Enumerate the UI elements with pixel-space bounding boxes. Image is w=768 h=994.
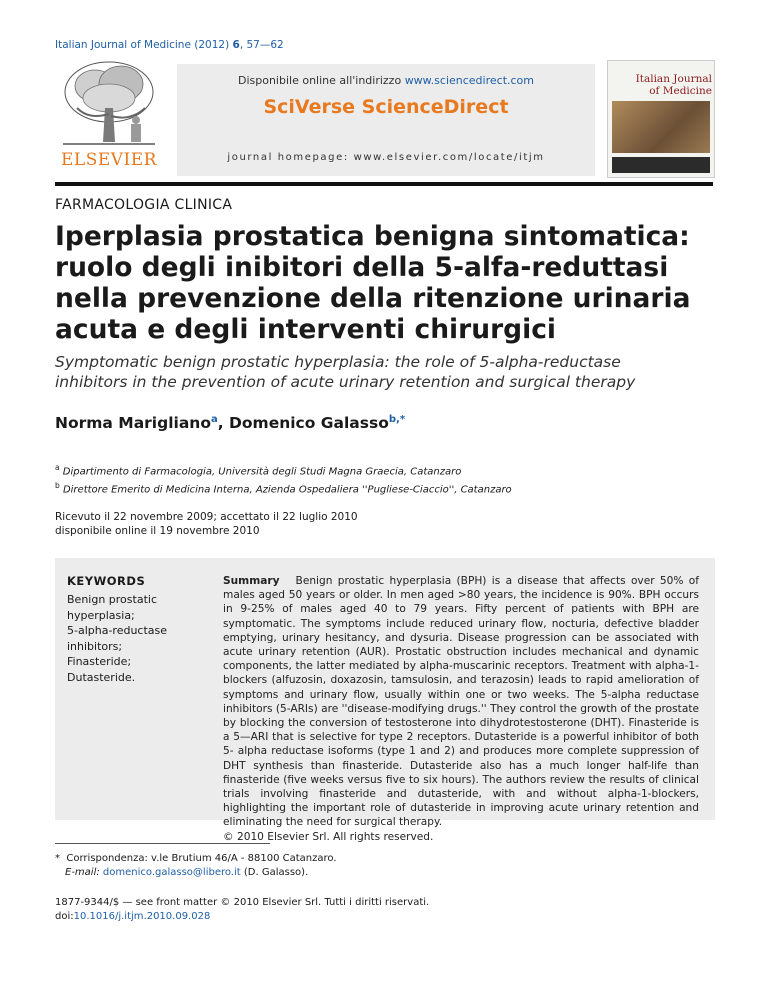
cover-painting [612,101,710,153]
keyword-item: Finasteride; [67,655,132,668]
title-line: Iperplasia prostatica benigna sintomatica: [55,221,690,252]
email-link[interactable]: domenico.galasso@libero.it [102,867,241,878]
author-name: Norma Marigliano [55,414,211,433]
doi-prefix: doi: [55,911,74,922]
sciencedirect-banner [177,64,595,176]
author-list: Norma Marigliano$^a$, Domenico Galasso$^{b,*}$ [55,414,406,433]
affiliation-item: $^b$ Direttore Emerito di Medicina Interna, Azienda Ospedaliera ''Pugliese-Ciaccio'', Catanzaro [55,481,512,496]
keyword-item: Dutasteride. [67,670,136,684]
header-rule [55,182,713,186]
english-title [55,352,715,392]
journal-reference [55,39,284,51]
elsevier-tree-logo [55,58,163,176]
received-date: Ricevuto il 22 novembre 2009; accettato il 22 luglio 2010 [55,511,358,523]
cover-title: Italian Journal of Medicine [635,73,712,97]
issn-block [55,896,429,924]
affiliation-mark[interactable]: a [210,414,218,425]
summary-body: Benign prostatic hyperplasia (BPH) is a disease that affects over 50% of males aged 50 years or older. In men aged >80 years, the incidence is 90%. BPH occurs in 9-25% of males aged 40 to 79 years. Fifty percent of patients with BPH are symptomatic. The symptoms include reduced urinary flow, nocturia, defective bladder emptying, urinary hesitancy, and dysuria. Disease progression can be associated with acute urinary retention (AUR). Prostatic obstruction includes mechanical and dynamic components, the latter mediated by alpha-muscarinic receptors. Treatment with alpha-1-blockers (alfuzosin, doxazosin, tamsulosin, and terazosin) leads to rapid amelioration of symptoms and urinary flow, usually within one or two weeks. The 5-alpha reductase inhibitors (5-ARIs) are ''disease-modifying drugs.'' They control the growth of the prostate by blocking the conversion of testosterone into dihydrotestosterone (DHT). Finasteride is a 5—ARI that is selective for type 2 receptors. Dutasteride is a powerful inhibitor of both 5- alpha reductase isoforms (type 1 and 2) and produces more complete suppression of DHT synthesis than finasteride. Dutasteride also has a much longer half-life than finasteride (five weeks versus five to six hours). The authors review the results of clinical trials involving finasteride and dutasteride, with and without alpha-1-blockers, highlighting the important role of dutasteride in improving acute urinary retention and eliminating the need for surgical therapy. [223,575,700,829]
footnote-rule [55,843,270,844]
keywords-heading: KEYWORDS [67,574,146,588]
email-label: E-mail: [65,867,103,878]
journal-volume: 6 [232,39,240,51]
tree-icon [55,58,163,150]
cover-footer-strip [612,157,710,173]
subtitle-line: inhibitors in the prevention of acute urinary retention and surgical therapy [55,373,636,391]
corresponding-footnote: * Corrispondenza: v.le Brutium 46/A - 88100 Catanzaro. E-mail: domenico.galasso@libero.it (D. Galasso). [55,853,337,878]
doi-link[interactable]: 10.1016/j.itjm.2010.09.028 [73,911,211,922]
keyword-item: 5-alpha-reductase [67,624,168,637]
journal-pages: , 57—62 [239,39,284,51]
section-label: FARMACOLOGIA CLINICA [55,197,233,213]
author-name: Domenico Galasso [229,414,389,433]
article-dates [55,510,358,538]
availability-text: Disponibile online all'indirizzo [237,74,405,87]
journal-header [55,58,713,180]
keyword-item: hyperplasia; [67,608,135,622]
title-line: ruolo degli inibitori della 5-alfa-reduttasi [55,252,669,283]
title-line: nella prevenzione della ritenzione urinaria [55,283,691,314]
affiliation-mark[interactable]: b,* [388,414,406,425]
summary-label: Summary [223,575,280,587]
journal-homepage[interactable]: journal homepage: www.elsevier.com/locate/itjm [227,152,545,163]
keyword-item: inhibitors; [67,639,123,653]
article-title [55,221,715,345]
keyword-item: Benign prostatic [67,593,157,606]
sciverse-brand: SciVerse ScienceDirect [263,96,509,118]
online-date: disponibile online il 19 novembre 2010 [55,525,260,537]
subtitle-line: Symptomatic benign prostatic hyperplasia: the role of 5-alpha-reductase [55,353,621,371]
sciencedirect-link[interactable]: www.sciencedirect.com [404,74,534,87]
affiliation-item: $^a$ Dipartimento di Farmacologia, Università degli Studi Magna Graecia, Catanzaro [55,463,462,478]
front-matter-line: 1877-9344/$ — see front matter © 2010 Elsevier Srl. Tutti i diritti riservati. [55,897,430,908]
publisher-logo-text: ELSEVIER [61,150,157,170]
abstract-box [55,558,715,843]
title-line: acuta e degli interventi chirurgici [55,314,556,345]
footnote-mark: * [55,853,60,864]
affiliations [55,461,512,498]
abstract-text [223,574,699,844]
keywords-list [67,592,187,685]
journal-name: Italian Journal of Medicine (2012) [55,39,233,51]
correspondence-address: Corrispondenza: v.le Brutium 46/A - 88100 Catanzaro. [66,853,337,864]
copyright-line: © 2010 Elsevier Srl. All rights reserved. [223,830,434,843]
journal-cover-thumbnail [607,60,715,178]
availability-line [177,74,595,87]
